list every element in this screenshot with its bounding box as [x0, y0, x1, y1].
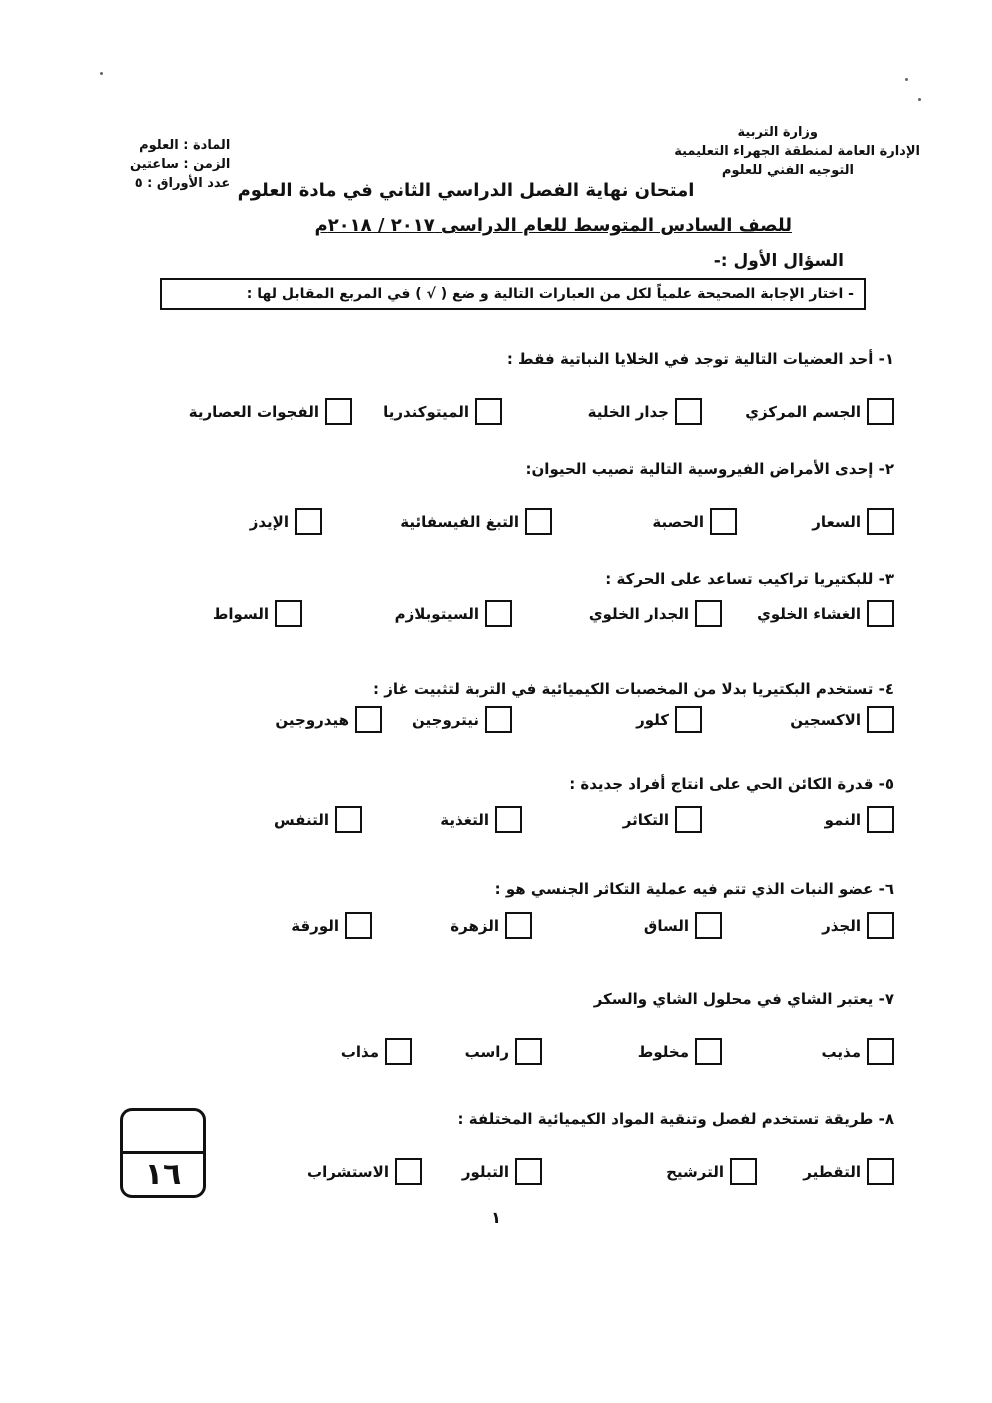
answer-option-label: الزهرة: [450, 916, 499, 935]
exam-title: امتحان نهاية الفصل الدراسي الثاني في مادة العلوم: [237, 180, 695, 201]
answer-option-label: السواط: [212, 604, 269, 623]
answer-option[interactable]: [250, 508, 322, 535]
answer-checkbox[interactable]: [867, 706, 894, 733]
answer-checkbox[interactable]: [475, 398, 502, 425]
answer-option-label: مذاب: [340, 1042, 379, 1061]
answer-option[interactable]: [745, 398, 894, 425]
answer-option-label: الفجوات العصارية: [188, 402, 319, 421]
answer-checkbox[interactable]: [495, 806, 522, 833]
answer-option[interactable]: [803, 1158, 894, 1185]
answer-option[interactable]: [666, 1158, 757, 1185]
answer-option-label: الإيدز: [249, 512, 289, 531]
answer-option[interactable]: [341, 1038, 412, 1065]
answer-checkbox[interactable]: [867, 806, 894, 833]
answer-option[interactable]: [307, 1158, 422, 1185]
answer-option-label: الاكسجين: [790, 710, 861, 729]
question-text: ٢- إحدى الأمراض الفيروسية التالية تصيب الحيوان:: [525, 460, 894, 478]
answer-option-label: التكاثر: [622, 810, 669, 829]
answer-checkbox[interactable]: [325, 398, 352, 425]
ministry-header: [674, 123, 920, 180]
scan-speck: [905, 78, 908, 81]
score-value: ١٦: [144, 1157, 182, 1192]
answer-checkbox[interactable]: [505, 912, 532, 939]
answer-option-label: هيدروجين: [275, 710, 349, 729]
answer-option-label: الميتوكندريا: [383, 402, 469, 421]
answer-option[interactable]: [450, 912, 532, 939]
answer-option[interactable]: [812, 508, 894, 535]
answer-option-label: النمو: [824, 810, 861, 829]
answer-option-label: الغشاء الخلوي: [757, 604, 861, 623]
answer-checkbox[interactable]: [695, 912, 722, 939]
answer-option[interactable]: [638, 1038, 722, 1065]
answer-checkbox[interactable]: [867, 1158, 894, 1185]
question-text: ١- أحد العضيات التالية توجد في الخلايا النباتية فقط :: [506, 350, 894, 368]
pages-label: عدد الأوراق : ٥: [134, 176, 231, 191]
answer-option[interactable]: [383, 398, 502, 425]
question-text: ٤- تستخدم البكتيريا بدلا من المخصبات الكيميائية في التربة لتثبيت غاز :: [372, 680, 894, 698]
answer-option-label: نيتروجين: [412, 710, 479, 729]
answer-option[interactable]: [440, 806, 522, 833]
answer-option[interactable]: [652, 508, 737, 535]
answer-checkbox[interactable]: [485, 600, 512, 627]
answer-option[interactable]: [623, 806, 702, 833]
answer-option-label: التبلور: [461, 1162, 509, 1181]
answer-option-label: راسب: [464, 1042, 509, 1061]
answer-option-label: مخلوط: [637, 1042, 689, 1061]
answer-option-label: كلور: [636, 710, 669, 729]
answer-checkbox[interactable]: [695, 1038, 722, 1065]
answer-checkbox[interactable]: [675, 398, 702, 425]
answer-checkbox[interactable]: [485, 706, 512, 733]
answer-option[interactable]: [822, 1038, 894, 1065]
question-text: ٦- عضو النبات الذي تتم فيه عملية التكاثر الجنسي هو :: [494, 880, 894, 898]
answer-option[interactable]: [395, 600, 512, 627]
answer-option-label: الجدار الخلوي: [588, 604, 689, 623]
question-text: ٣- للبكتيريا تراكيب تساعد على الحركة :: [605, 570, 894, 588]
answer-option[interactable]: [589, 600, 722, 627]
answer-option[interactable]: [757, 600, 894, 627]
answer-option[interactable]: [825, 806, 894, 833]
answer-option-label: الترشيح: [666, 1162, 724, 1181]
answer-option-label: التنفس: [273, 810, 329, 829]
answer-option[interactable]: [274, 806, 362, 833]
score-box: [120, 1108, 206, 1198]
scan-speck: [918, 98, 921, 101]
answer-checkbox[interactable]: [675, 806, 702, 833]
answer-checkbox[interactable]: [525, 508, 552, 535]
answer-checkbox[interactable]: [275, 600, 302, 627]
answer-option-label: مذيب: [821, 1042, 861, 1061]
answer-option-label: التبغ الفيسفائية: [400, 512, 519, 531]
answer-checkbox[interactable]: [730, 1158, 757, 1185]
answer-checkbox[interactable]: [335, 806, 362, 833]
answer-option-label: السيتوبلازم: [394, 604, 479, 623]
answer-option[interactable]: [588, 398, 702, 425]
answer-option-label: الساق: [643, 916, 689, 935]
answer-checkbox[interactable]: [345, 912, 372, 939]
answer-checkbox[interactable]: [867, 508, 894, 535]
answer-checkbox[interactable]: [355, 706, 382, 733]
answer-option-label: التقطير: [803, 1162, 861, 1181]
answer-checkbox[interactable]: [710, 508, 737, 535]
answer-option-label: الحصبة: [652, 512, 704, 531]
answer-checkbox[interactable]: [867, 1038, 894, 1065]
answer-option[interactable]: [644, 912, 722, 939]
instruction-box: - اختار الإجابة الصحيحة علمياً لكل من العبارات التالية و ضع ( √ ) في المربع المقابل لها :: [160, 278, 866, 310]
answer-checkbox[interactable]: [515, 1038, 542, 1065]
score-divider: [123, 1151, 203, 1154]
answer-option-label: الجسم المركزي: [745, 402, 861, 421]
scan-speck: [100, 72, 103, 75]
question-text: ٥- قدرة الكائن الحي على انتاج أفراد جديدة :: [569, 775, 894, 793]
answer-option[interactable]: [400, 508, 552, 535]
answer-option-label: السعار: [812, 512, 861, 531]
answer-option[interactable]: [462, 1158, 542, 1185]
answer-option-label: جدار الخلية: [587, 402, 669, 421]
answer-option[interactable]: [189, 398, 352, 425]
answer-option-label: الورقة: [291, 916, 339, 935]
answer-checkbox[interactable]: [867, 398, 894, 425]
directorate-name: الإدارة العامة لمنطقة الجهراء التعليمية: [674, 144, 920, 159]
ministry-name: وزارة التربية: [737, 125, 818, 140]
subject-label: المادة : العلوم: [139, 138, 231, 153]
answer-checkbox[interactable]: [395, 1158, 422, 1185]
answer-checkbox[interactable]: [867, 912, 894, 939]
answer-option[interactable]: [822, 912, 894, 939]
answer-option[interactable]: [291, 912, 372, 939]
answer-checkbox[interactable]: [695, 600, 722, 627]
page-number: ١: [491, 1208, 501, 1227]
answer-option-label: الاستشراب: [307, 1162, 389, 1181]
answer-option-label: الجذر: [822, 916, 861, 935]
answer-option[interactable]: [213, 600, 302, 627]
answer-checkbox[interactable]: [295, 508, 322, 535]
answer-checkbox[interactable]: [867, 600, 894, 627]
answer-option[interactable]: [412, 706, 512, 733]
grade-year-line: للصف السادس المتوسط للعام الدراسى ٢٠١٧ / ٢٠١٨م: [314, 215, 792, 236]
answer-checkbox[interactable]: [385, 1038, 412, 1065]
answer-option[interactable]: [636, 706, 702, 733]
time-label: الزمن : ساعتين: [130, 157, 231, 172]
section-heading: السؤال الأول :-: [713, 251, 844, 271]
question-text: ٧- يعتبر الشاي في محلول الشاي والسكر: [593, 990, 894, 1008]
answer-checkbox[interactable]: [515, 1158, 542, 1185]
question-text: ٨- طريقة تستخدم لفصل وتنقية المواد الكيميائية المختلفة :: [457, 1110, 894, 1128]
answer-option[interactable]: [790, 706, 894, 733]
answer-option[interactable]: [465, 1038, 542, 1065]
answer-option[interactable]: [275, 706, 382, 733]
department-name: التوجيه الفني للعلوم: [721, 163, 854, 178]
answer-option-label: التغذية: [440, 810, 489, 829]
answer-checkbox[interactable]: [675, 706, 702, 733]
